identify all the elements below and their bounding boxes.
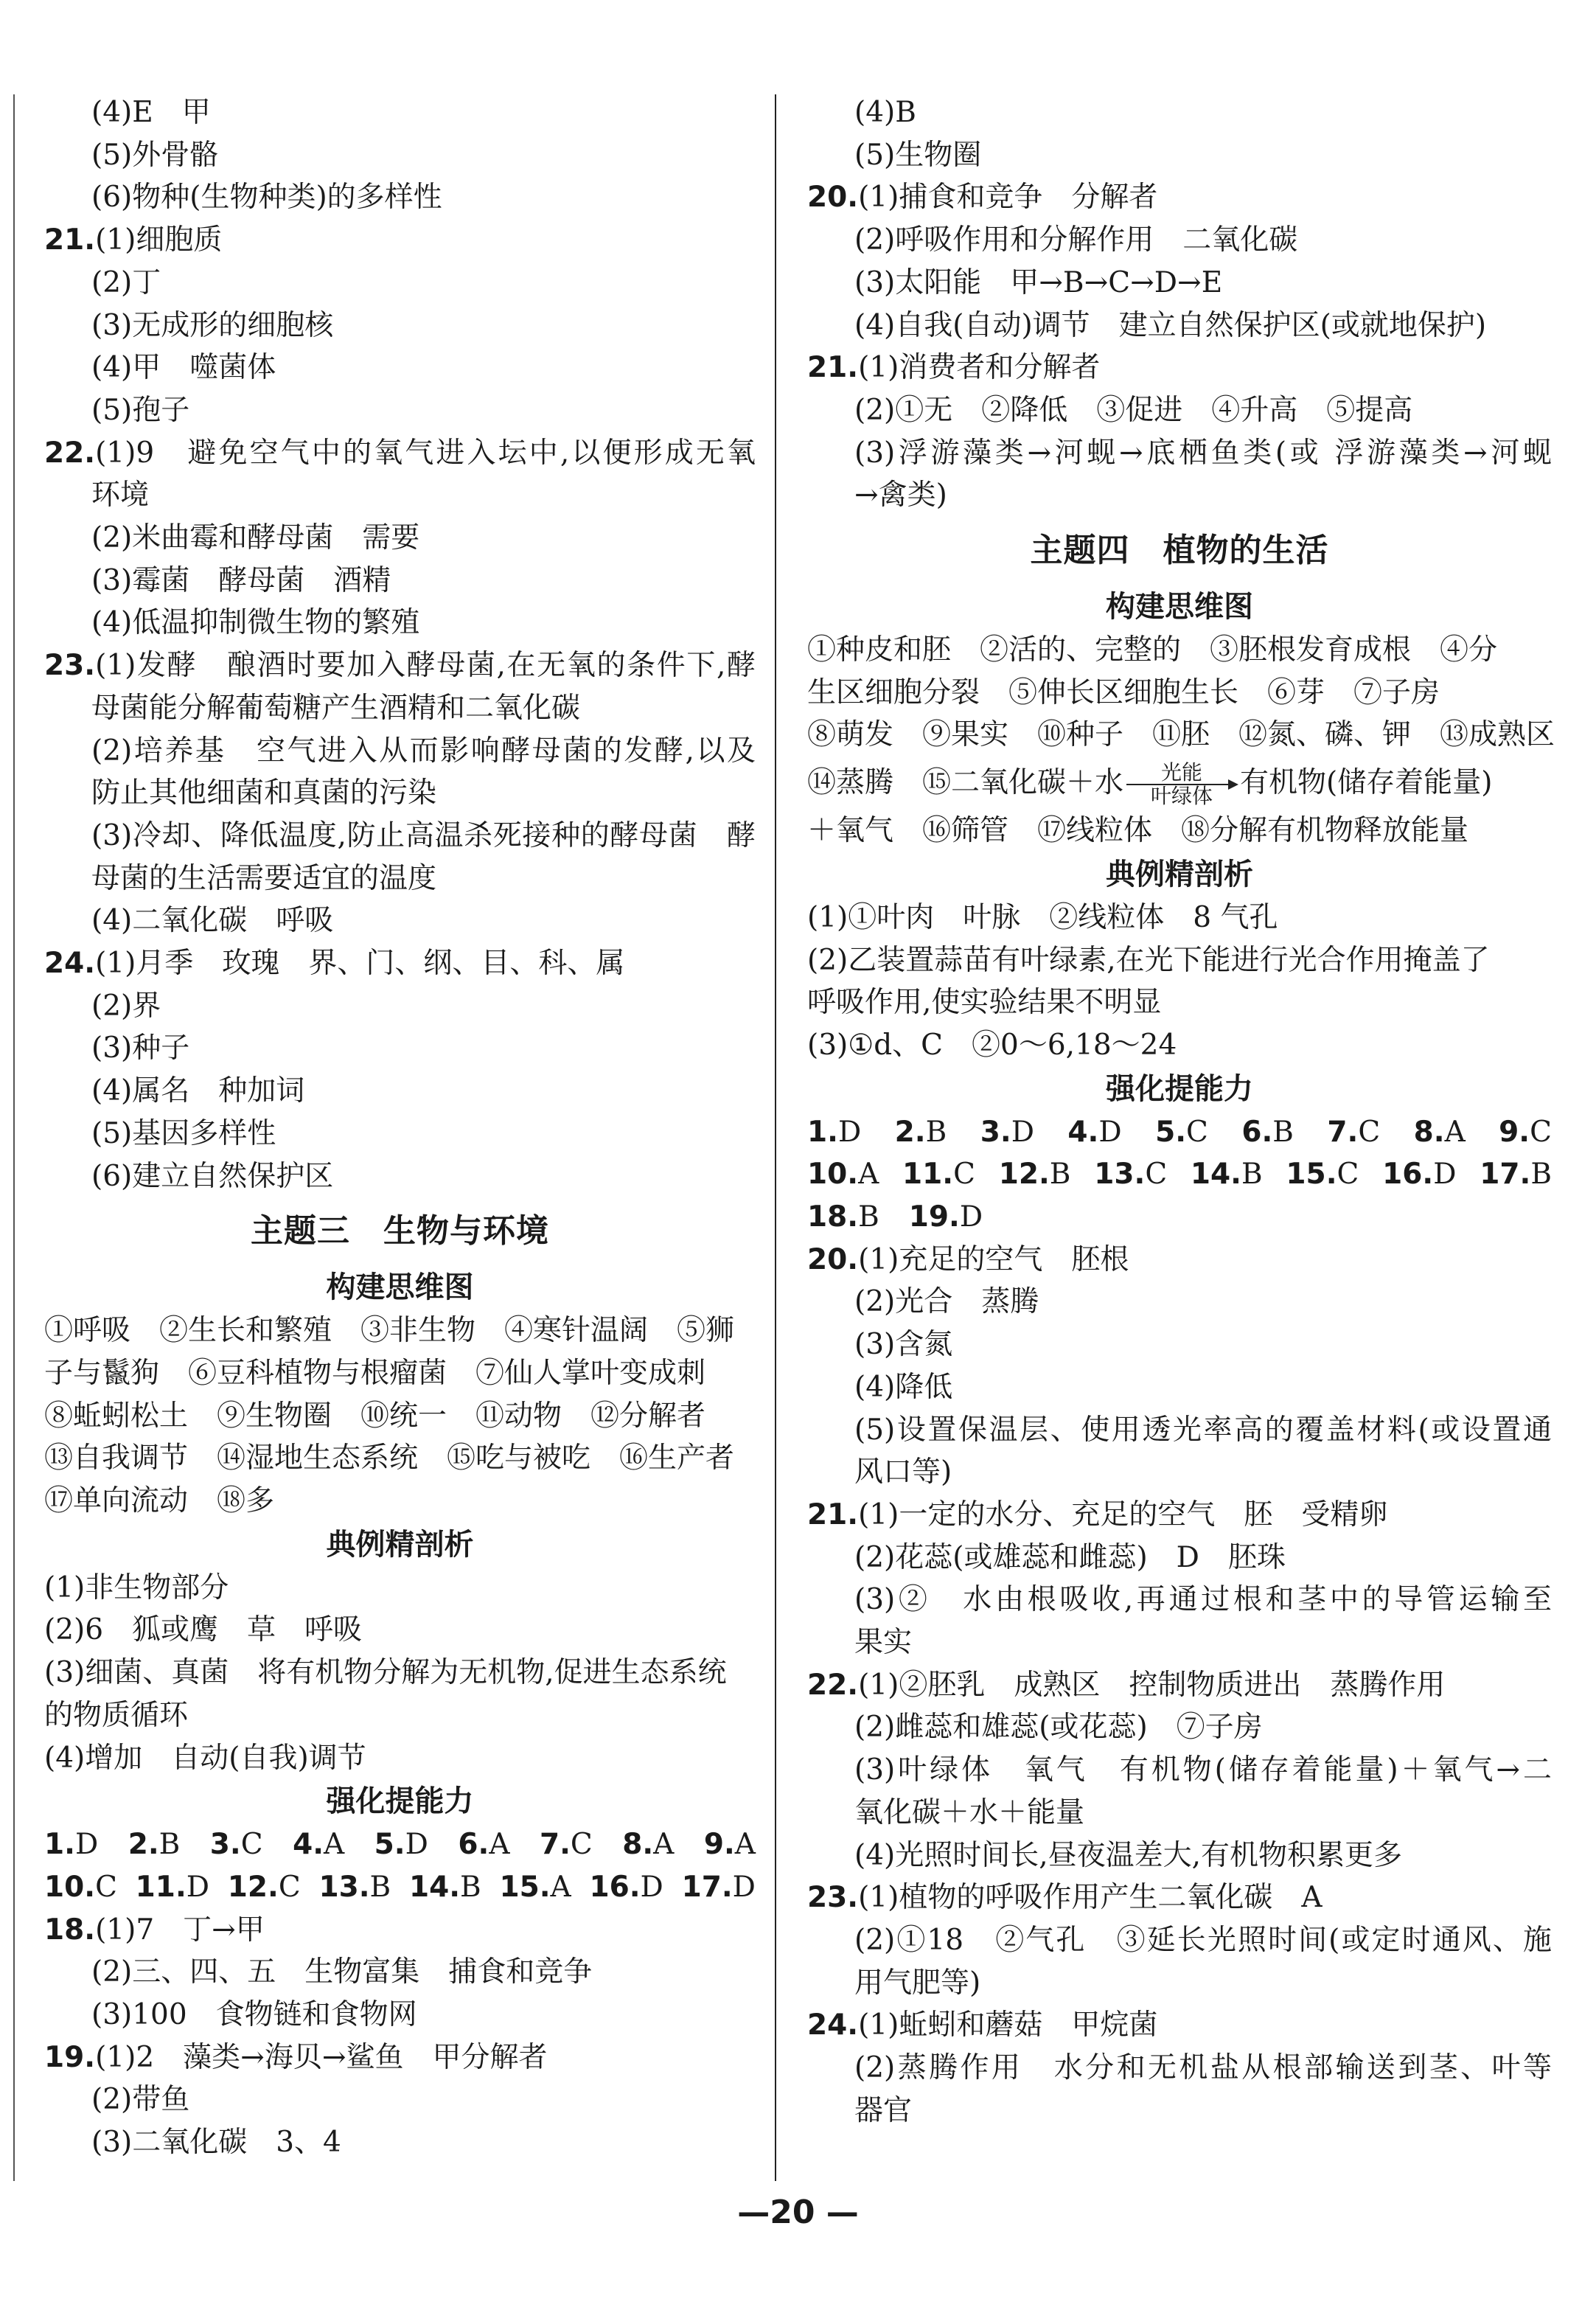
answer-text: (1)一定的水分、充足的空气 胚 受精卵 [858,1498,1388,1531]
answer-text: 果实 [854,1626,913,1660]
column-divider [775,94,776,2181]
text-line: 的物质循环 [44,1698,189,1732]
right-column [807,91,1555,2132]
choice-row [807,1153,1552,1196]
answer-text: (5)外骨骼 [91,138,219,172]
answer-text: (2)蒸腾作用 水分和无机盐从根部输送到茎、叶等 [854,2051,1552,2085]
answer-line [44,176,756,219]
topic-3-example-heading: 典例精剖析 [326,1527,474,1562]
question-number: 19. [44,2040,96,2074]
answer-text: (1)蚯蚓和蘑菇 甲烷菌 [858,2008,1158,2042]
answer-line [807,1281,1552,1324]
text-line: (2)6 狐或鹰 草 呼吸 [44,1613,363,1647]
reaction-arrow [1126,762,1237,807]
topic-3-ability-heading: 强化提能力 [326,1784,474,1819]
choice-answer: 11.D [135,1870,210,1904]
answer-line [807,347,1552,389]
answer-text: (4)二氧化碳 呼吸 [91,904,334,938]
answer-line [807,1494,1552,1537]
question-number: 21. [807,1498,859,1531]
answer-line [44,1113,756,1155]
text-line: (2)乙装置蒜苗有叶绿素,在光下能进行光合作用掩盖了 [807,943,1490,977]
photosynthesis-equation-line [807,756,1552,810]
answer-text: 风口等) [854,1455,952,1489]
answer-line [807,2047,1552,2090]
topic-4-title: 主题四 植物的生活 [1030,532,1329,570]
answer-text: (1)2 藻类→海贝→鲨鱼 甲分解者 [95,2040,548,2074]
answer-line [44,1027,756,1070]
answer-text: (4)光照时间长,昼夜温差大,有机物积累更多 [854,1838,1403,1872]
answer-text: (2)米曲霉和酵母菌 需要 [91,521,420,555]
choice-answer: 8.A [622,1828,675,1862]
answer-line [44,985,756,1028]
answer-line [807,1366,1552,1409]
choice-answer: 15.C [1286,1158,1359,1192]
choice-answer: 17.D [681,1870,756,1904]
answer-text: (2)雌蕊和雄蕊(或花蕊) ⑦子房 [854,1711,1263,1745]
question-number: 24. [44,947,96,980]
answer-line [807,1877,1552,1919]
text-line: 生区细胞分裂 ⑤伸长区细胞生长 ⑥芽 ⑦子房 [807,675,1440,709]
choice-answer: 8.A [1413,1115,1466,1149]
answer-line [44,432,756,475]
choice-answer: 2.B [128,1828,181,1862]
answer-text: 母菌的生活需要适宜的温度 [91,861,437,895]
answer-line [44,219,756,262]
answer-line [44,560,756,602]
left-column [44,91,756,2164]
answer-text: (3)霉菌 酵母菌 酒精 [91,563,391,597]
text-line: (3)细菌、真菌 将有机物分解为无机物,促进生态系统 [44,1656,727,1690]
answer-text: 器官 [854,2093,913,2127]
text-line: ⑰单向流动 ⑱多 [44,1484,275,1518]
answer-text: (4)降低 [854,1370,953,1404]
choice-answer: 15.A [499,1870,571,1904]
answer-line [44,517,756,560]
answer-text: (2)三、四、五 生物富集 捕食和竞争 [91,1955,593,1989]
right-continued-answers [807,91,1552,517]
choice-answer: 9.A [703,1828,756,1862]
text-line: 子与鬣狗 ⑥豆科植物与根瘤菌 ⑦仙人掌叶变成刺 [44,1356,706,1390]
answer-text: 环境 [91,479,150,512]
answer-text: (1)捕食和竞争 分解者 [858,181,1158,215]
answer-text: (4)B [854,96,916,129]
arrow-condition-top: 光能 [1161,760,1203,785]
answer-text: (3)叶绿体 氧气 有机物(储存着能量)＋氧气→二 [854,1753,1552,1787]
answer-text: (5)基因多样性 [91,1116,276,1150]
answer-text: (1)消费者和分解者 [858,351,1101,385]
answer-line [44,1951,756,1994]
page-number: —20 — [737,2194,859,2231]
answer-line [807,1792,1552,1834]
choice-answer: 7.C [1327,1115,1381,1149]
answer-text: (3)二氧化碳 3、4 [91,2126,341,2160]
answer-line [807,1324,1552,1366]
topic-3-mindmap-heading: 构建思维图 [326,1270,474,1305]
question-number: 20. [807,1242,859,1276]
topic-4-ability-heading: 强化提能力 [1106,1071,1253,1106]
text-line: 呼吸作用,使实验结果不明显 [807,986,1162,1020]
choice-answer: 11.C [902,1158,975,1192]
answer-text: (6)物种(生物种类)的多样性 [91,181,442,215]
left-margin-rule [13,94,15,2181]
answer-line [807,474,1552,517]
answer-line [44,1070,756,1113]
answer-line [807,389,1552,432]
choice-answer: 12.B [998,1158,1071,1192]
choice-answer: 4.A [293,1828,345,1862]
answer-line [44,687,756,730]
left-answer-lines [44,91,756,1197]
choice-row [807,1111,1552,1154]
text-line: ①种皮和胚 ②活的、完整的 ③胚根发育成根 ④分 [807,633,1498,667]
answer-line [807,1834,1552,1877]
choice-answer: 7.C [539,1828,593,1862]
choice-answer: 6.A [458,1828,510,1862]
text-line: (1)①叶肉 叶脉 ②线粒体 8 气孔 [807,900,1278,934]
choice-row [44,1823,756,1866]
answer-line [44,305,756,347]
answer-text: (1)植物的呼吸作用产生二氧化碳 A [858,1881,1323,1915]
answer-text: (4)E 甲 [91,96,211,129]
topic-4-open-answers [807,1239,1552,2132]
topic-3-multiple-choice [44,1823,756,1908]
answer-text: (3)100 食物链和食物网 [91,1998,417,2032]
answer-text: (4)属名 种加词 [91,1074,305,1108]
text-line: ①呼吸 ②生长和繁殖 ③非生物 ④寒针温阔 ⑤狮 [44,1314,735,1348]
arrow-icon [1126,784,1237,785]
answer-line [44,474,756,517]
choice-answer: 12.C [227,1870,301,1904]
choice-answer: 6.B [1241,1115,1294,1149]
question-number: 18. [44,1913,96,1947]
choice-answer: 10.A [807,1158,879,1192]
topic-3-mindmap-answers [44,1309,756,1523]
answer-line [807,2004,1552,2047]
choice-answer: 1.D [44,1828,99,1862]
answer-line [44,942,756,985]
choice-answer: 5.C [1155,1115,1208,1149]
choice-answer: 4.D [1067,1115,1122,1149]
text-line: ⑬自我调节 ⑭湿地生态系统 ⑮吃与被吃 ⑯生产者 [44,1441,735,1475]
answer-line [44,389,756,432]
answer-text: (2)①无 ②降低 ③促进 ④升高 ⑤提高 [854,393,1413,427]
answer-line [807,134,1552,177]
answer-text: 氧化碳＋水＋能量 [854,1795,1085,1829]
answer-line [44,858,756,900]
choice-row [44,1866,756,1909]
choice-row [807,1196,1552,1239]
answer-line [807,2090,1552,2132]
choice-answer: 3.D [980,1115,1034,1149]
question-number: 23. [807,1881,859,1915]
question-number: 22. [807,1668,859,1702]
answer-line [807,1537,1552,1579]
text-line: (3)①d、C ②0～6,18～24 [807,1028,1177,1062]
answer-line [807,176,1552,219]
answer-text: (4)低温抑制微生物的繁殖 [91,606,420,640]
answer-line [44,900,756,942]
answer-text: (3)含氮 [854,1328,953,1362]
answer-line [44,2121,756,2164]
question-number: 21. [807,351,859,385]
answer-line [807,91,1552,134]
answer-line [44,91,756,134]
mindmap-line: ＋氧气 ⑯筛管 ⑰线粒体 ⑱分解有机物释放能量 [807,814,1469,848]
choice-answer: 16.D [589,1870,663,1904]
topic-4-example-heading: 典例精剖析 [1106,857,1253,891]
topic-3-open-answers [44,1909,756,2164]
answer-text: (1)7 丁→甲 [95,1913,265,1947]
choice-answer: 5.D [374,1828,428,1862]
answer-line [807,1664,1552,1707]
answer-line [44,347,756,389]
answer-line [44,602,756,644]
answer-line [807,1579,1552,1621]
answer-text: (2)带鱼 [91,2083,190,2117]
answer-text: (5)孢子 [91,393,190,427]
choice-answer: 19.D [908,1200,983,1234]
answer-text: (5)生物圈 [854,138,982,172]
choice-answer: 9.C [1499,1115,1552,1149]
answer-text: (5)设置保温层、使用透光率高的覆盖材料(或设置通 [854,1413,1552,1447]
choice-answer: 13.B [318,1870,391,1904]
answer-text: (4)甲 噬菌体 [91,351,276,385]
equation-before: ⑭蒸腾 ⑮二氧化碳＋水 [807,766,1124,800]
answer-line [807,262,1552,305]
answer-line [44,1909,756,1952]
choice-answer: 3.C [209,1828,263,1862]
answer-text: (1)细胞质 [95,223,223,257]
answer-line [807,305,1552,347]
answer-line [44,772,756,815]
answer-text: (1)9 避免空气中的氧气进入坛中,以便形成无氧 [95,436,756,470]
answer-text: (3)种子 [91,1032,190,1065]
choice-answer: 2.B [894,1115,947,1149]
text-line: ⑧萌发 ⑨果实 ⑩种子 ⑪胚 ⑫氮、磷、钾 ⑬成熟区 [807,718,1555,752]
answer-text: (2)①18 ②气孔 ③延长光照时间(或定时通风、施 [854,1923,1552,1957]
choice-answer: 14.B [1190,1158,1263,1192]
answer-line [44,2079,756,2121]
arrow-condition-bottom: 叶绿体 [1151,784,1213,809]
answer-text: 母菌能分解葡萄糖产生酒精和二氧化碳 [91,691,581,725]
text-line: (4)增加 自动(自我)调节 [44,1741,366,1775]
answer-line [44,2037,756,2079]
question-number: 20. [807,181,859,215]
question-number: 24. [807,2008,859,2042]
answer-line [807,1451,1552,1494]
answer-line [807,432,1552,475]
answer-line [44,730,756,773]
choice-answer: 18.B [807,1200,879,1234]
answer-line [44,134,756,177]
answer-line [807,1621,1552,1664]
answer-text: 防止其他细菌和真菌的污染 [91,776,437,810]
answer-text: (2)花蕊(或雄蕊和雌蕊) D 胚珠 [854,1540,1286,1574]
choice-answer: 14.B [408,1870,481,1904]
topic-3-title: 主题三 生物与环境 [251,1212,549,1251]
answer-text: (3)浮游藻类→河蚬→底栖鱼类(或 浮游藻类→河蚬 [854,436,1552,470]
answer-line [44,262,756,305]
choice-answer: 17.B [1480,1158,1552,1192]
answer-line [44,815,756,858]
answer-text: (3)② 水由根吸收,再通过根和茎中的导管运输至 [854,1583,1552,1617]
text-line: ⑧蚯蚓松土 ⑨生物圈 ⑩统一 ⑪动物 ⑫分解者 [44,1399,706,1433]
answer-line [807,1919,1552,1962]
answer-line [807,1239,1552,1281]
answer-line [44,644,756,687]
answer-text: (6)建立自然保护区 [91,1159,334,1193]
answer-text: →禽类) [854,479,947,512]
answer-line [44,1155,756,1198]
text-line: (1)非生物部分 [44,1571,229,1604]
choice-answer: 16.D [1382,1158,1457,1192]
answer-text: (2)培养基 空气进入从而影响酵母菌的发酵,以及 [91,734,756,768]
answer-line [807,1409,1552,1452]
topic-3-example-answers [44,1567,756,1780]
answer-text: (2)界 [91,989,161,1023]
question-number: 22. [44,436,96,470]
answer-text: (1)发酵 酿酒时要加入酵母菌,在无氧的条件下,酵 [95,649,756,683]
choice-answer: 10.C [44,1870,117,1904]
answer-text: (2)丁 [91,265,161,299]
answer-line [807,1962,1552,2005]
answer-text: (3)太阳能 甲→B→C→D→E [854,265,1223,299]
answer-line [807,1706,1552,1749]
answer-line [807,219,1552,262]
topic-4-mindmap-heading: 构建思维图 [1106,590,1253,625]
choice-answer: 1.D [807,1115,862,1149]
topic-4-multiple-choice [807,1111,1552,1239]
question-number: 21. [44,223,96,257]
answer-line [807,1749,1552,1792]
answer-text: (4)自我(自动)调节 建立自然保护区(或就地保护) [854,308,1487,342]
answer-text: (1)月季 玫瑰 界、门、纲、目、科、属 [95,947,625,980]
topic-4-mindmap-answers [807,629,1555,756]
choice-answer: 13.C [1094,1158,1168,1192]
answer-line [44,1994,756,2037]
equation-after: 有机物(储存着能量) [1240,766,1493,800]
answer-text: (1)②胚乳 成熟区 控制物质进出 蒸腾作用 [858,1668,1446,1702]
answer-text: (1)充足的空气 胚根 [858,1242,1129,1276]
question-number: 23. [44,649,96,683]
answer-text: (2)呼吸作用和分解作用 二氧化碳 [854,223,1298,257]
answer-text: (3)无成形的细胞核 [91,308,334,342]
topic-4-example-answers [807,897,1552,1067]
answer-text: (3)冷却、降低温度,防止高温杀死接种的酵母菌 酵 [91,818,756,852]
answer-text: (2)光合 蒸腾 [854,1285,1039,1319]
answer-text: 用气肥等) [854,1966,981,2000]
